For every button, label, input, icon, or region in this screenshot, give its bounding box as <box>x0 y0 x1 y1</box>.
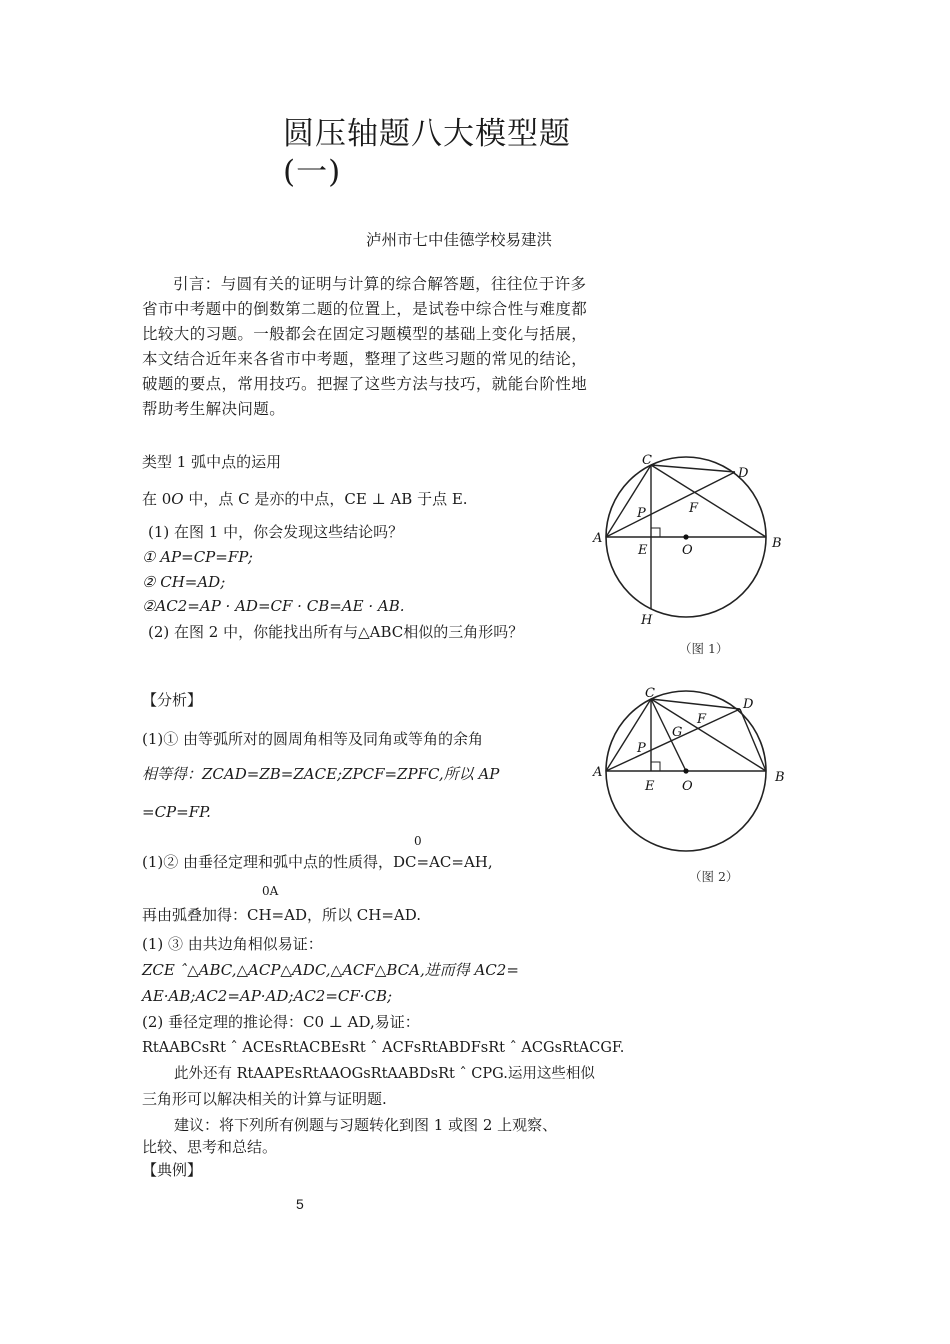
question-2: (2) 在图 2 中，你能找出所有与△ABC相似的三角形吗？ <box>148 623 524 641</box>
fig1-label-b: B <box>772 536 782 551</box>
fig2-label-p: P <box>637 741 646 756</box>
fig1-line-cb <box>651 465 766 537</box>
fig2-caption: （图 2） <box>689 869 739 884</box>
figure-1 <box>585 450 795 665</box>
conclusion-2: ② CH=AD; <box>142 573 226 591</box>
fig2-line-db <box>740 709 766 771</box>
part2-line2: RtAABCsRt ˆ ACEsRtACBEsRt ˆ ACFsRtABDFsRt ˆ ACGsRtACGF. <box>142 1040 625 1056</box>
problem-statement: 在 0𝑂 中，点 C 是亦的中点，CE ⊥ AB 于点 E. <box>142 490 468 508</box>
conclusion-3: ②AC2=AP · AD=CF · CB=AE · AB. <box>142 597 405 615</box>
figure-2 <box>585 678 795 893</box>
part2-line1: (2) 垂径定理的推论得：C0 ⊥ AD,易证： <box>142 1013 420 1031</box>
fig1-label-c: C <box>642 453 652 468</box>
page-number: 5 <box>296 1196 304 1212</box>
fig1-right-angle <box>651 528 660 537</box>
fig1-label-f: F <box>689 501 699 516</box>
conclusion-1: ① AP=CP=FP; <box>142 548 253 566</box>
analysis-2-line2: 再由弧叠加得：CH=AD，所以 CH=AD. <box>142 906 421 924</box>
page-title: 圆压轴题八大模型题 <box>283 116 571 152</box>
fig2-label-e: E <box>645 779 655 794</box>
author: 泸州市七中佳德学校易建洪 <box>366 231 553 249</box>
fig2-label-a: A <box>593 765 603 780</box>
fig2-label-c: C <box>645 686 655 701</box>
analysis-3-line1: (1) ③ 由共边角相似易证： <box>142 935 323 953</box>
analysis-3-line3: AE·AB;AC2=AP·AD;AC2=CF·CB; <box>142 987 393 1005</box>
part2-line4: 三角形可以解决相关的计算与证明题. <box>142 1090 387 1108</box>
question-1: (1) 在图 1 中，你会发现这些结论吗？ <box>148 523 404 541</box>
analysis-1-line2: 相等得：ZCAD=ZB=ZACE;ZPCF=ZPFC,所以 AP <box>142 765 500 783</box>
analysis-2-arc-mark-2: 0A <box>262 884 279 898</box>
fig2-label-g: G <box>672 725 683 740</box>
fig1-label-o: O <box>682 543 693 558</box>
analysis-1-line1: (1)① 由等弧所对的圆周角相等及同角或等角的余角 <box>142 730 484 748</box>
analysis-2-line1: (1)② 由垂径定理和弧中点的性质得，DC=AC=AH, <box>142 853 493 871</box>
fig1-label-e: E <box>638 543 648 558</box>
fig1-caption: （图 1） <box>679 641 729 656</box>
fig1-label-h: H <box>641 613 653 628</box>
fig2-label-f: F <box>697 712 707 727</box>
fig2-label-b: B <box>775 770 785 785</box>
analysis-heading: 【分析】 <box>142 691 203 709</box>
fig2-label-d: D <box>743 697 754 712</box>
fig2-center-dot <box>683 768 688 773</box>
fig1-line-ad <box>606 472 735 537</box>
page-title-sub: (一) <box>283 154 342 190</box>
fig1-label-p: P <box>637 506 646 521</box>
fig2-right-angle <box>651 762 660 771</box>
suggestion-line1: 建议：将下列所有例题与习题转化到图 1 或图 2 上观察、 <box>174 1116 558 1134</box>
analysis-1-line3: =CP=FP. <box>142 803 211 821</box>
example-heading: 【典例】 <box>142 1161 203 1179</box>
suggestion-line2: 比较、思考和总结。 <box>142 1138 278 1156</box>
analysis-3-line2: ZCE ˆ△ABC,△ACP△ADC,△ACF△BCA,进而得 AC2= <box>142 961 519 979</box>
fig1-label-d: D <box>738 466 749 481</box>
type1-heading: 类型 1 弧中点的运用 <box>142 453 282 471</box>
fig1-label-a: A <box>593 531 603 546</box>
part2-line3: 此外还有 RtAAPEsRtAAOGsRtAABDsRt ˆ CPG.运用这些相似 <box>174 1066 595 1082</box>
fig1-center-dot <box>683 534 688 539</box>
analysis-2-arc-mark: 0 <box>414 834 422 848</box>
fig2-label-o: O <box>682 779 693 794</box>
intro-paragraph: 引言：与圆有关的证明与计算的综合解答题，往往位于许多省市中考题中的倒数第二题的位置上，是试卷中综合性与难度都比较大的习题。一般都会在固定习题模型的基础上变化与括展，本文结合近年来各省市中考题，整理了这些习题的常见的结论，破题的要点，常用技巧。把握了这些方法与技巧，就能台阶性地帮助考生解决问题。 <box>142 275 588 418</box>
